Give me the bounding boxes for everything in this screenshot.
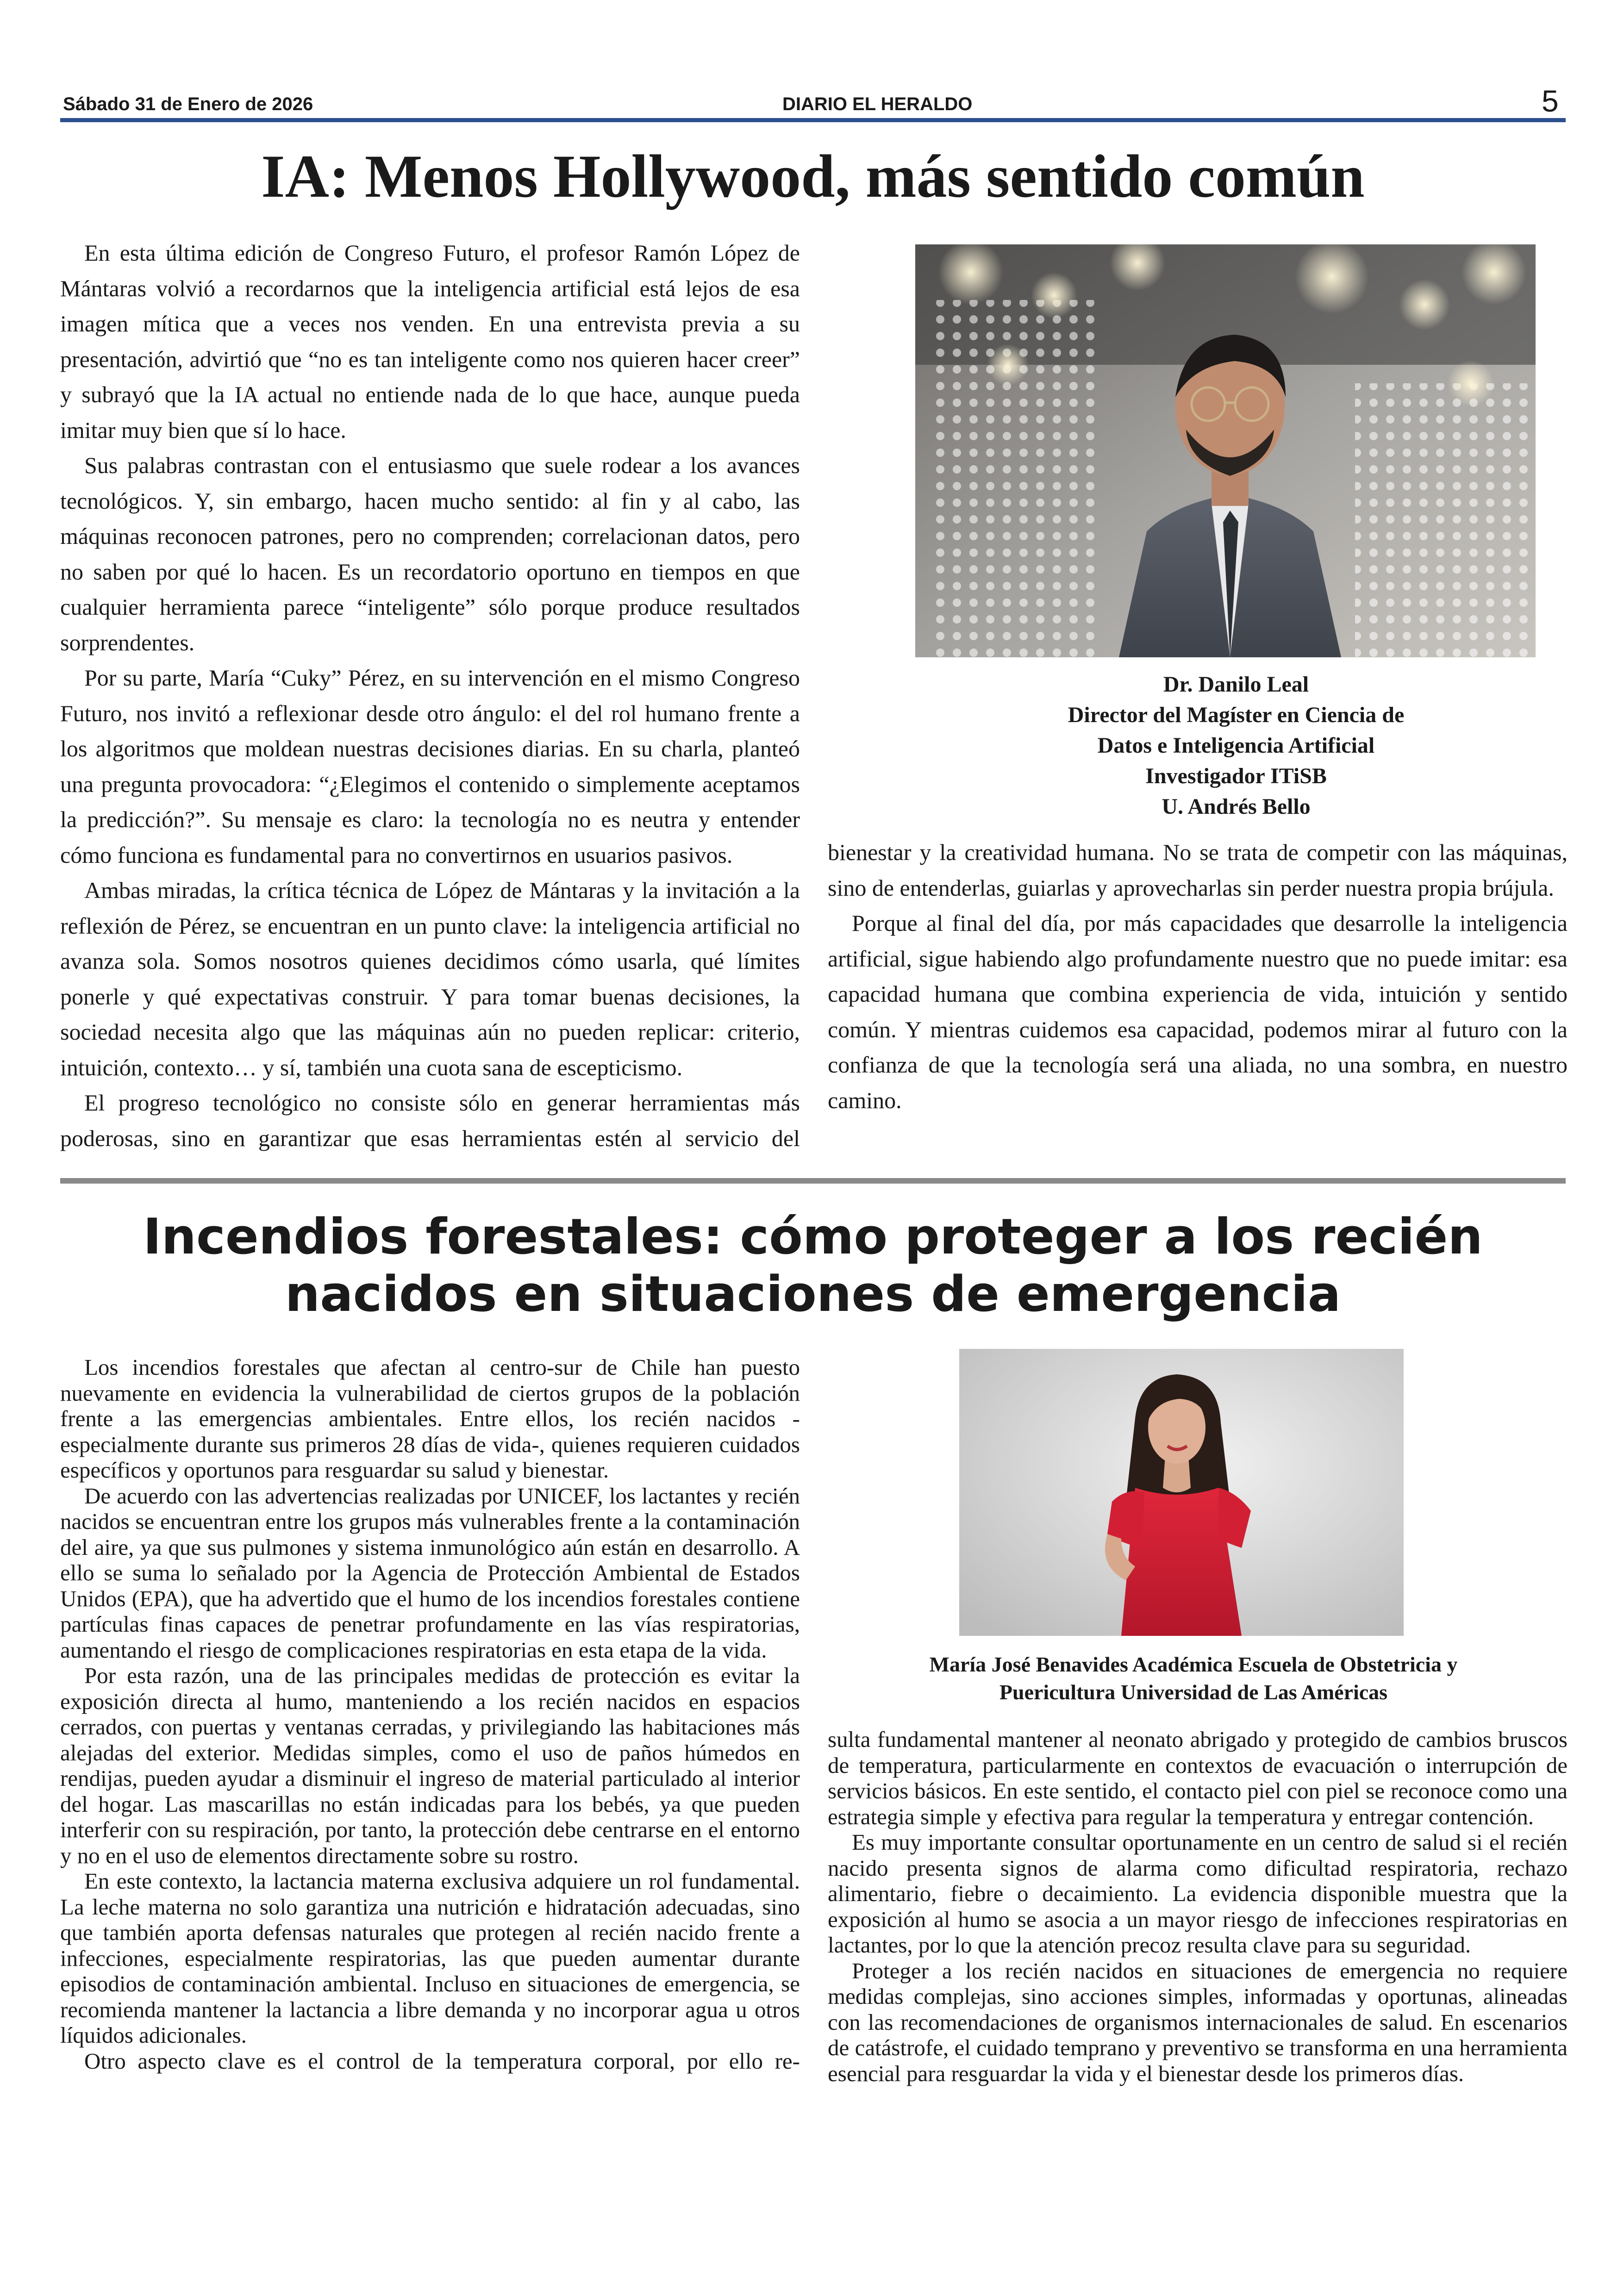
paragraph: Otro aspecto clave es el control de la temperatura corporal, por ello re- — [84, 2048, 800, 2074]
photo-caption-danilo-leal — [935, 669, 1537, 822]
paragraph: Proteger a los recién nacidos en situaciones de emergencia no requiere medidas complejas, sino acciones simples, informadas y oportunas, alineadas con las recomendaciones de organismos internacionales de salud. En escenarios de catástrofe, el cuidado temprano y preventivo se transforma en una herramienta esencial para resguardar la vida y el bienestar desde los primeros días. — [828, 1958, 1568, 2086]
paragraph: Porque al final del día, por más capacidades que desarrolle la inteligencia artificial, sigue habiendo algo profundamente nuestro que no puede imitar: esa capacidad humana que combina experiencia de vida, intuición y sentido común. Y mientras cuidemos esa capacidad, podemos mirar al futuro con la confianza de que la tecnología será una aliada, no una sombra, en nuestro camino. — [828, 910, 1568, 1113]
caption-line: Dr. Danilo Leal — [1163, 672, 1309, 697]
masthead-rule — [60, 118, 1566, 122]
title-line: nacidos en situaciones de emergencia — [285, 1266, 1341, 1323]
article-ai-column-left — [60, 235, 800, 1156]
page-number: 5 — [1542, 84, 1559, 118]
paragraph: De acuerdo con las advertencias realizadas por UNICEF, los lactantes y recién nacidos se encuentran entre los grupos más vulnerables frente a la contaminación del aire, ya que sus pulmones y sistema inmunológico aún están en desarrollo. A ello se suma lo señalado por la Agencia de Protección Ambiental de Estados Unidos (EPA), que ha advertido que el humo de los incendios forestales contiene partículas finas capaces de penetrar profundamente en las vías respiratorias, aumentando el riesgo de complicaciones respiratorias en esta etapa de la vida. — [60, 1483, 800, 1663]
caption-line: María José Benavides Académica Escuela de Obstetricia y — [929, 1653, 1458, 1676]
caption-line: Datos e Inteligencia Artificial — [1097, 733, 1375, 758]
article-title-wildfires — [60, 1208, 1566, 1323]
paragraph: bienestar y la creatividad humana. No se trata de competir con las máquinas, sino de entenderlas, guiarlas y aprovecharlas sin perder nuestra propia brújula. — [828, 839, 1568, 901]
paragraph: El progreso tecnológico no consiste sólo en generar herramientas más poderosas, sino en garantizar que esas herramientas estén al servicio del — [60, 1090, 800, 1151]
photo-caption-maria-jose-benavides — [828, 1651, 1559, 1706]
paragraph: En este contexto, la lactancia materna exclusiva adquiere un rol fundamental. La leche materna no solo garantiza una nutrición e hidratación adecuadas, sino que también aporta defensas naturales que protegen al recién nacido frente a infecciones, especialmente respiratorias, las que pueden aumentar durante episodios de contaminación ambiental. Incluso en situaciones de emergencia, se recomienda mantener la lactancia a libre demanda y no incorporar agua u otros líquidos adicionales. — [60, 1868, 800, 2048]
article-wildfires-column-left — [60, 1354, 800, 2074]
paragraph: Por su parte, María “Cuky” Pérez, en su intervención en el mismo Congreso Futuro, nos invitó a reflexionar desde otro ángulo: el del rol humano frente a los algoritmos que moldean nuestras decisiones diarias. En su charla, planteó una pregunta provocadora: “¿Elegimos el contenido o simplemente aceptamos la predicción?”. Su mensaje es claro: la tecnología no es neutra y entender cómo funciona es fundamental para no convertirnos en usuarios pasivos. — [60, 665, 800, 868]
newspaper-name: DIARIO EL HERALDO — [782, 94, 973, 114]
caption-line: Puericultura Universidad de Las Américas — [999, 1680, 1388, 1704]
paragraph: Es muy importante consultar oportunamente en un centro de salud si el recién nacido presenta signos de alarma como dificultad respiratoria, rechazo alimentario, fiebre o decaimiento. La evidencia disponible muestra que la exposición al humo se asocia a un mayor riesgo de infecciones respiratorias en lactantes, por lo que la atención precoz resulta clave para su seguridad. — [828, 1829, 1568, 1958]
paragraph: Los incendios forestales que afectan al centro-sur de Chile han puesto nuevamente en evidencia la vulnerabilidad de ciertos grupos de la población frente a las emergencias ambientales. Entre ellos, los recién nacidos -especialmente durante sus primeros 28 días de vida-, quienes requieren cuidados específicos y oportunos para resguardar su salud y bienestar. — [60, 1354, 800, 1483]
caption-line: U. Andrés Bello — [1162, 794, 1311, 819]
paragraph: Por esta razón, una de las principales medidas de protección es evitar la exposición directa al humo, manteniendo a los recién nacidos en espacios cerrados, con puertas y ventanas cerradas, y privilegiando las habitaciones más alejadas del exterior. Medidas simples, como el uso de paños húmedos en rendijas, pueden ayudar a disminuir el ingreso de material particulado al interior del hogar. Las mascarillas no están indicadas para los bebés, ya que pueden interferir con su respiración, por tanto, la protección debe centrarse en el entorno y no en el uso de elementos directamente sobre su rostro. — [60, 1663, 800, 1868]
article-ai-column-right — [828, 835, 1568, 1118]
photo-maria-jose-benavides — [959, 1349, 1404, 1636]
caption-line: Director del Magíster en Ciencia de — [1068, 703, 1405, 727]
issue-date: Sábado 31 de Enero de 2026 — [63, 94, 313, 114]
portrait-man-icon — [915, 244, 1536, 657]
article-wildfires-column-right — [828, 1727, 1568, 2086]
caption-line: Investigador ITiSB — [1145, 764, 1327, 788]
portrait-woman-icon — [959, 1349, 1404, 1636]
paragraph: Sus palabras contrastan con el entusiasmo que suele rodear a los avances tecnológicos. Y, sin embargo, hacen mucho sentido: al fin y al cabo, las máquinas reconocen patrones, pero no comprenden; correlacionan datos, pero no saben por qué lo hacen. Es un recordatorio oportuno en tiempos en que cualquier herramienta parece “inteligente” sólo porque produce resultados sorprendentes. — [60, 452, 800, 655]
photo-danilo-leal — [915, 244, 1536, 657]
article-title-ai: IA: Menos Hollywood, más sentido común — [261, 142, 1365, 210]
paragraph: sulta fundamental mantener al neonato abrigado y protegido de cambios bruscos de temperatura, particularmente en contextos de evacuación o interrupción de servicios básicos. En este sentido, el contacto piel con piel se reconoce como una estrategia simple y efectiva para regular la temperatura y entregar contención. — [828, 1727, 1568, 1829]
paragraph: En esta última edición de Congreso Futuro, el profesor Ramón López de Mántaras volvió a recordarnos que la inteligencia artificial está lejos de esa imagen mítica que a veces nos venden. En una entrevista previa a su presentación, advirtió que “no es tan inteligente como nos quieren hacer creer” y subrayó que la IA actual no entiende nada de lo que hace, aunque pueda imitar muy bien que sí lo hace. — [60, 240, 800, 443]
paragraph: Ambas miradas, la crítica técnica de López de Mántaras y la invitación a la reflexión de Pérez, se encuentran en un punto clave: la inteligencia artificial no avanza sola. Somos nosotros quienes decidimos cómo usarla, qué límites ponerle y qué expectativas construir. Y para tomar buenas decisiones, la sociedad necesita algo que las máquinas aún no pueden replicar: criterio, intuición, contexto… y sí, también una cuota sana de escepticismo. — [60, 877, 800, 1080]
section-divider — [60, 1178, 1566, 1184]
title-line: Incendios forestales: cómo proteger a los recién — [143, 1208, 1483, 1265]
